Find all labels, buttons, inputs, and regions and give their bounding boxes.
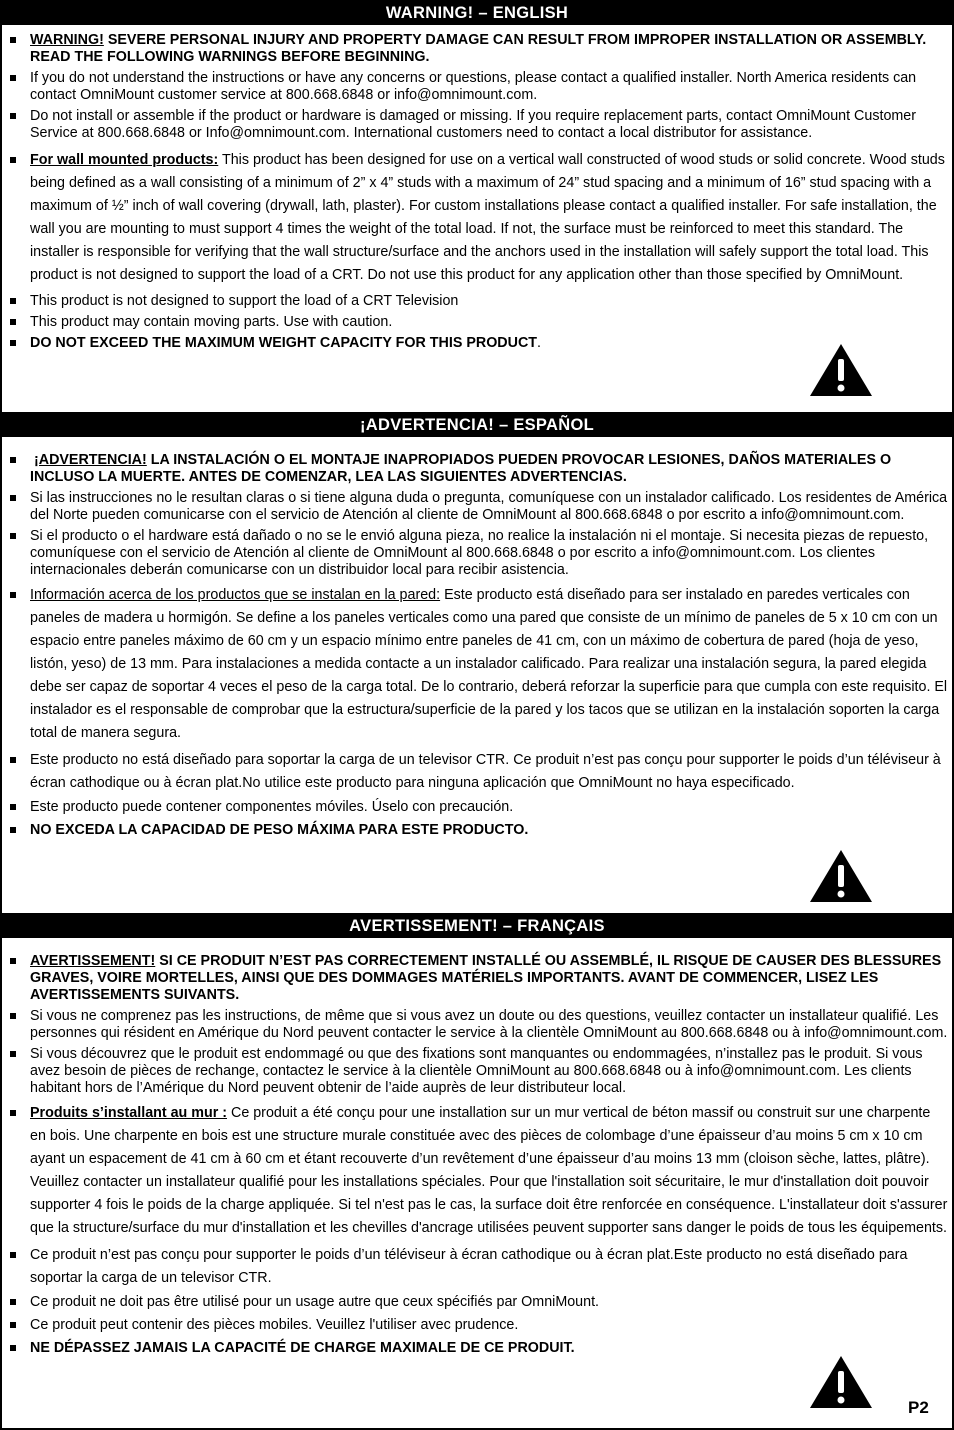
page-number: P2 [908, 1398, 929, 1417]
english-wall-item: For wall mounted products: This product has been designed for use on a vertical wall constructed of wood studs or solid concrete. Wood studs being defined as a wall consisting of a minimum of 2” x 4” studs with a maximum of 24” stud spacing and a minimum of 16” stud spacing with a maximum of ½” inch of wall covering (drywall, lath, plaster). For custom installations please contact a qualified installer. For safe installation, the wall you are mounting to must support 4 times the weight of the total load. If not, the surface must be reinforced to meet this standard. The installer is responsible for verifying that the wall structure/surface and the anchors used in the installation will safely support the total load. This product is not designed to support the load of a CRT. Do not use this product for any application other than those specified by OmniMount. [0, 149, 948, 287]
english-item: This product is not designed to support the load of a CRT Television [0, 293, 948, 310]
spanish-item: NO EXCEDA LA CAPACIDAD DE PESO MÁXIMA PARA ESTE PRODUCTO. [0, 822, 948, 839]
french-wall-item: Produits s’installant au mur : Ce produit a été conçu pour une installation sur un mur vertical de béton massif ou construit sur une charpente en bois. Une charpente en bois est une structure murale constituée avec des pièces de colombage d’une épaisseur d’au moins 5 cm x 10 cm ayant un espacement de 41 cm à 60 cm et étant recouverte d’un revêtement d’une épaisseur d’au moins 13 mm (cloison sèche, lattes, plâtre). Veuillez contacter un installateur qualifié pour les installations spéciales. Pour que l'installation soit sécuritaire, le mur d'installation doit pouvoir supporter 4 fois le poids de la charge appliquée. Si tel n'est pas le cas, la surface doit être renforcée en conséquence. L'installateur doit s'assurer que la structure/surface du mur d'installation et les chevilles d'ancrage utilisées peuvent supporter sans danger le poids de tous les équipements. [0, 1102, 948, 1240]
english-header: WARNING! – ENGLISH [0, 2, 954, 25]
spanish-item: Si el producto o el hardware está dañado o no se le envió alguna pieza, no realice la instalación ni el montaje. Si necesita piezas de repuesto, comuníquese con el servicio de Atención al cliente de OmniMount al 800.668.6848 o por escrito a info@omnimount.com. Los clientes internacionales deberán comunicarse con un distribuidor local para recibir asistencia. [0, 528, 948, 579]
english-item: This product may contain moving parts. Use with caution. [0, 314, 948, 331]
warning-triangle-icon [808, 342, 874, 398]
spanish-item: Este producto puede contener componentes móviles. Úselo con precaución. [0, 799, 948, 816]
french-warning-item: AVERTISSEMENT! SI CE PRODUIT N’EST PAS CORRECTEMENT INSTALLÉ OU ASSEMBLÉ, IL RISQUE DE CAUSER DES BLESSURES GRAVES, VOIRE MORTELLES, AINSI QUE DES DOMMAGES MATÉRIELS IMPORTANTS. AVANT DE COMMENCER, LISEZ LES AVERTISSEMENTS SUIVANTS. [0, 953, 948, 1004]
spanish-item: Este producto no está diseñado para soportar la carga de un televisor CTR. Ce produit n’est pas conçu pour supporter le poids d’un téléviseur à écran cathodique ou à écran plat.No utilice este producto para ninguna aplicación que OmniMount no haya especificado. [0, 749, 948, 795]
english-section [0, 32, 954, 352]
french-item: NE DÉPASSEZ JAMAIS LA CAPACITÉ DE CHARGE MAXIMALE DE CE PRODUIT. [0, 1340, 948, 1357]
french-header: AVERTISSEMENT! – FRANÇAIS [0, 915, 954, 938]
english-item: DO NOT EXCEED THE MAXIMUM WEIGHT CAPACITY FOR THIS PRODUCT. [0, 335, 948, 352]
french-item: Si vous ne comprenez pas les instructions, de même que si vous avez un doute ou des questions, veuillez contacter un installateur qualifié. Les personnes qui résident en Amérique du Nord peuvent contacter le service à la clientèle OmniMount au 800.668.6848 ou à info@omnimount.com. [0, 1008, 948, 1042]
english-item: Do not install or assemble if the product or hardware is damaged or missing. If you require replacement parts, contact OmniMount Customer Service at 800.668.6848 or Info@omnimount.com. International customers need to contact a local distributor for assistance. [0, 108, 948, 142]
spanish-header: ¡ADVERTENCIA! – ESPAÑOL [0, 414, 954, 437]
spanish-section [0, 452, 954, 839]
english-warning-item: WARNING! SEVERE PERSONAL INJURY AND PROPERTY DAMAGE CAN RESULT FROM IMPROPER INSTALLATION OR ASSEMBLY. READ THE FOLLOWING WARNINGS BEFORE BEGINNING. [0, 32, 948, 66]
french-item: Si vous découvrez que le produit est endommagé ou que des fixations sont manquantes ou endommagées, n’installez pas le produit. Si vous avez besoin de pièces de rechange, contactez le service à la clientèle OmniMount au 800.668.6848 ou à info@omnimount.com. Les clients habitant hors de l’Amérique du Nord peuvent obtenir de l’aide auprès de leur distributeur local. [0, 1046, 948, 1097]
french-item: Ce produit ne doit pas être utilisé pour un usage autre que ceux spécifiés par OmniMount. [0, 1294, 948, 1311]
french-item: Ce produit peut contenir des pièces mobiles. Veuillez l'utiliser avec prudence. [0, 1317, 948, 1334]
french-item: Ce produit n’est pas conçu pour supporter le poids d’un téléviseur à écran cathodique ou à écran plat.Este producto no está diseñado para soportar la carga de un televisor CTR. [0, 1244, 948, 1290]
spanish-wall-item: Información acerca de los productos que se instalan en la pared: Este producto está diseñado para ser instalado en paredes verticales con paneles de madera u hormigón. Se define a los paneles verticales como una pared que consiste de un mínimo de paneles de 5 x 10 cm con un espacio entre paneles máximo de 60 cm y un espacio mínimo entre paneles de 41 cm, con un máximo de cobertura de pared (hoja de yeso, listón, yeso) de 13 mm. Para instalaciones a medida contacte a un instalador calificado. Para realizar una instalación segura, la pared elegida debe ser capaz de soportar 4 veces el peso de la carga total. De lo contrario, deberá reforzar la superficie para que cumpla con este requisito. El instalador es el responsable de comprobar que la estructura/superficie de la pared y los tacos que se utilizan en la instalación soporten la carga total de manera segura. [0, 584, 948, 745]
spanish-item: Si las instrucciones no le resultan claras o si tiene alguna duda o pregunta, comuníquese con un instalador calificado. Los residentes de América del Norte pueden comunicarse con el servicio de Atención al cliente de OmniMount al 800.668.6848 o por escrito a info@omnimount.com. [0, 490, 948, 524]
warning-triangle-icon [808, 1354, 874, 1410]
warning-triangle-icon [808, 848, 874, 904]
french-section [0, 953, 954, 1357]
english-item: If you do not understand the instructions or have any concerns or questions, please contact a qualified installer. North America residents can contact OmniMount customer service at 800.668.6848 or info@omnimount.com. [0, 70, 948, 104]
spanish-warning-item: ¡ADVERTENCIA! LA INSTALACIÓN O EL MONTAJE INAPROPIADOS PUEDEN PROVOCAR LESIONES, DAÑOS MATERIALES O INCLUSO LA MUERTE. ANTES DE COMENZAR, LEA LAS SIGUIENTES ADVERTENCIAS. [0, 452, 948, 486]
